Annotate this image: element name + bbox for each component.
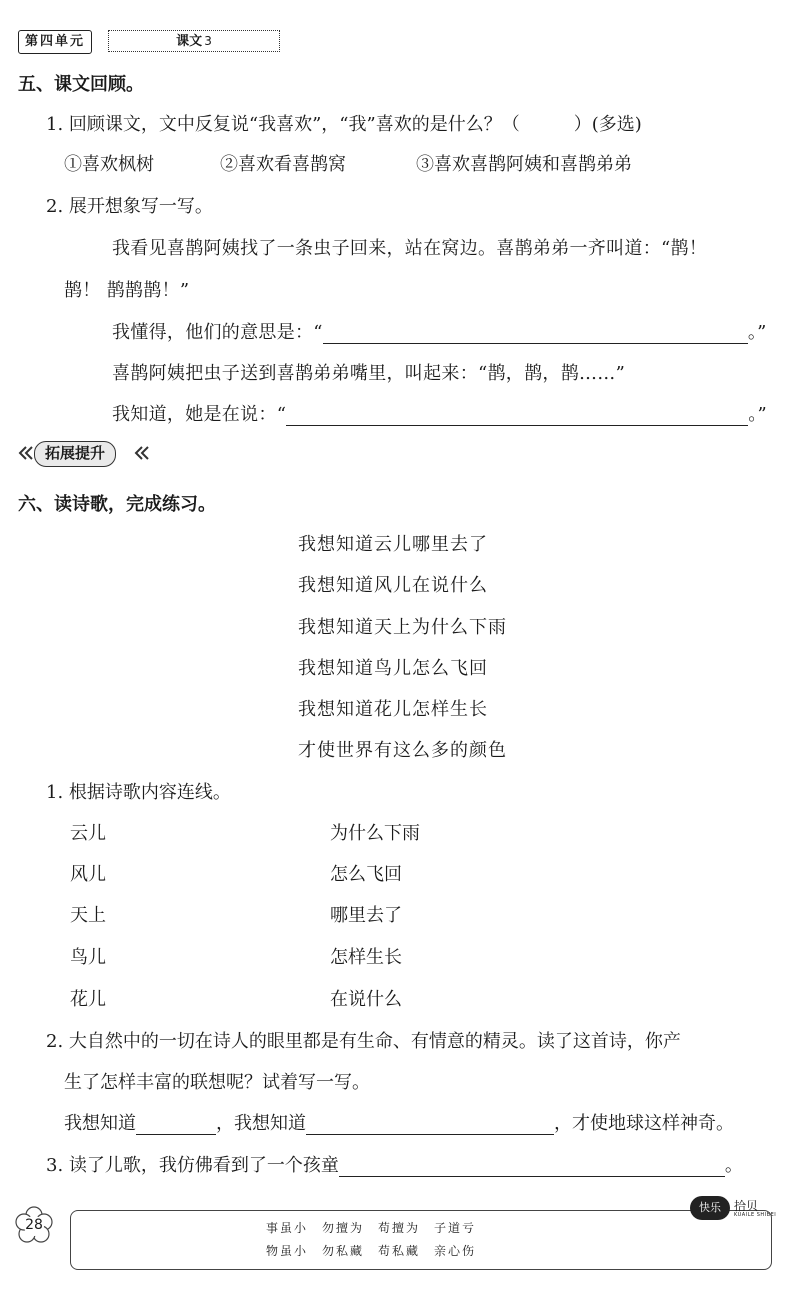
- match-right-item[interactable]: 为什么下雨: [330, 823, 420, 844]
- match-left-item[interactable]: 鸟儿: [70, 947, 106, 968]
- poem-line: 我想知道云儿哪里去了: [298, 534, 488, 555]
- answer-blank-2[interactable]: [286, 405, 748, 426]
- section6-title: 六、读诗歌，完成练习。: [18, 494, 216, 515]
- answer-blank-5[interactable]: [339, 1156, 725, 1177]
- q6-3-line: 3. 读了儿歌，我仿佛看到了一个孩童 。: [46, 1155, 743, 1176]
- footer-line-1: 事虽小 勿擅为 苟擅为 子道亏: [266, 1221, 477, 1235]
- section5-title: 五、课文回顾。: [18, 74, 144, 95]
- answer-blank-3[interactable]: [136, 1114, 216, 1135]
- q5-1-option-2: ②喜欢看喜鹊窝: [220, 154, 346, 175]
- extension-tag: [18, 441, 158, 465]
- extension-label: 拓展提升: [34, 441, 116, 467]
- page-number-flower: [14, 1206, 54, 1246]
- double-chevron-left-icon: [134, 445, 150, 461]
- page-number: 28: [25, 1217, 43, 1233]
- match-left-item[interactable]: 风儿: [70, 864, 106, 885]
- answer-blank-4[interactable]: [306, 1114, 554, 1135]
- q5-2-line3: 我懂得，他们的意思是：“ 。”: [112, 322, 767, 343]
- q5-2-line5: 我知道，她是在说：“ 。”: [112, 404, 768, 425]
- match-right-item[interactable]: 怎么飞回: [330, 864, 402, 885]
- q5-2-para-line2: 鹊！ 鹊鹊鹊！”: [64, 280, 190, 301]
- q6-2-fill-line: 我想知道 ，我想知道 ，才使地球这样神奇。: [64, 1113, 734, 1134]
- match-right-item[interactable]: 怎样生长: [330, 947, 402, 968]
- answer-blank-1[interactable]: [323, 323, 748, 344]
- q5-2-para-line1: 我看见喜鹊阿姨找了一条虫子回来，站在窝边。喜鹊弟弟一齐叫道：“鹊！: [112, 238, 708, 259]
- match-left-item[interactable]: 花儿: [70, 989, 106, 1010]
- badge-label-a: 快乐: [690, 1196, 730, 1220]
- match-left-item[interactable]: 天上: [70, 905, 106, 926]
- poem-line: 才使世界有这么多的颜色: [298, 740, 507, 761]
- match-left-item[interactable]: 云儿: [70, 823, 106, 844]
- lesson-label: 课文 3: [108, 30, 280, 52]
- q5-2-text: 2. 展开想象写一写。: [46, 196, 213, 217]
- q5-1-option-3: ③喜欢喜鹊阿姨和喜鹊弟弟: [416, 154, 632, 175]
- double-chevron-left-icon: [18, 445, 34, 461]
- badge-label-small: KUAILE SHIBEI: [734, 1212, 777, 1218]
- q5-1-option-1: ①喜欢枫树: [64, 154, 154, 175]
- q6-1-text: 1. 根据诗歌内容连线。: [46, 782, 231, 803]
- q5-1-text: 1. 回顾课文，文中反复说“我喜欢”，“我”喜欢的是什么？（ ）(多选): [46, 114, 642, 135]
- q6-2-line2: 生了怎样丰富的联想呢？试着写一写。: [64, 1072, 370, 1093]
- match-right-item[interactable]: 哪里去了: [330, 905, 402, 926]
- poem-line: 我想知道天上为什么下雨: [298, 617, 507, 638]
- poem-line: 我想知道花儿怎样生长: [298, 699, 488, 720]
- poem-line: 我想知道风儿在说什么: [298, 575, 488, 596]
- match-right-item[interactable]: 在说什么: [330, 989, 402, 1010]
- q6-2-line1: 2. 大自然中的一切在诗人的眼里都是有生命、有情意的精灵。读了这首诗，你产: [46, 1031, 681, 1052]
- unit-label: 第四单元: [18, 30, 92, 54]
- poem-line: 我想知道鸟儿怎么飞回: [298, 658, 488, 679]
- badge-label-b: 拾贝: [734, 1199, 759, 1213]
- footer-quote-box: [70, 1210, 772, 1270]
- q5-2-line4: 喜鹊阿姨把虫子送到喜鹊弟弟嘴里，叫起来：“鹊，鹊，鹊……”: [112, 363, 626, 384]
- footer-line-2: 物虽小 勿私藏 苟私藏 亲心伤: [266, 1244, 477, 1258]
- happy-shell-badge: [690, 1196, 778, 1222]
